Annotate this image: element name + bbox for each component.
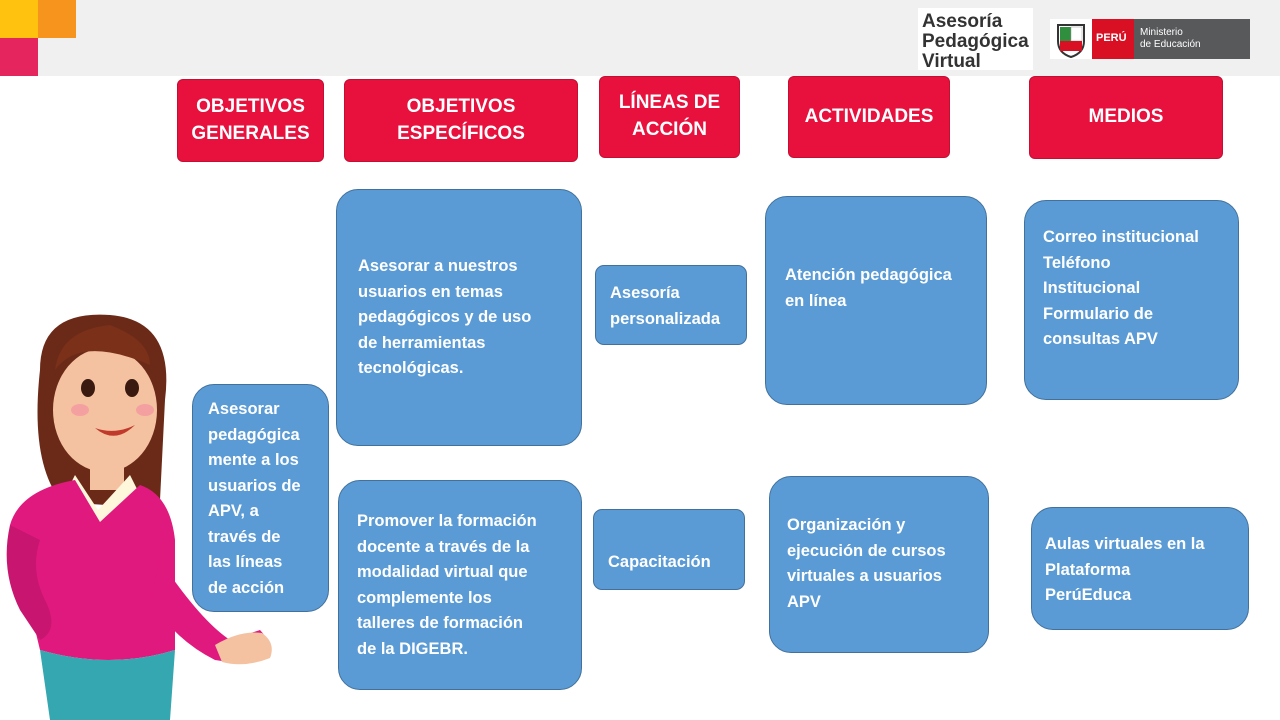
apv-logo-line-3: Virtual bbox=[922, 51, 981, 72]
pink-square bbox=[0, 38, 38, 76]
apv-logo-line-2: Pedagógica bbox=[922, 31, 1029, 52]
header-actividades: ACTIVIDADES bbox=[788, 76, 950, 158]
medio-box-2: Aulas virtuales en la Plataforma PerúEduca bbox=[1031, 507, 1249, 630]
apv-logo-line-1: Asesoría bbox=[922, 11, 1003, 32]
peru-label: PERÚ bbox=[1096, 32, 1127, 44]
linea-accion-2-regular: virtual bbox=[608, 603, 653, 622]
orange-square bbox=[38, 0, 76, 38]
objetivo-especifico-box-1: Asesorar a nuestros usuarios en temas pedagógicos y de uso de herramientas tecnológicas. bbox=[336, 189, 582, 446]
ministerio-logo bbox=[1050, 19, 1250, 59]
educacion-label: de Educación bbox=[1140, 39, 1201, 50]
linea-accion-2-bold: Capacitación bbox=[608, 552, 711, 571]
header-objetivos-generales: OBJETIVOS GENERALES bbox=[177, 79, 324, 162]
apv-logo bbox=[918, 8, 1033, 70]
yellow-square bbox=[0, 0, 38, 38]
actividad-box-2: Organización y ejecución de cursos virtuales a usuarios APV bbox=[769, 476, 989, 653]
header-medios: MEDIOS bbox=[1029, 76, 1223, 159]
header-lineas-de-accion: LÍNEAS DE ACCIÓN bbox=[599, 76, 740, 158]
medio-box-1: Correo institucional Teléfono Institucional Formulario de consultas APV bbox=[1024, 200, 1239, 400]
linea-accion-box-2 bbox=[593, 509, 745, 622]
objetivo-general-box: Asesorar pedagógica mente a los usuarios de APV, a través de las líneas de acción bbox=[192, 384, 329, 612]
linea-accion-box-1: Asesoría personalizada bbox=[595, 265, 747, 345]
header-objetivos-especificos: OBJETIVOS ESPECÍFICOS bbox=[344, 79, 578, 162]
ministerio-label: Ministerio bbox=[1140, 27, 1183, 38]
presenter-illustration bbox=[0, 310, 290, 720]
actividad-box-1: Atención pedagógica en línea bbox=[765, 196, 987, 405]
objetivo-especifico-box-2: Promover la formación docente a través de la modalidad virtual que complemente los talleres de formación de la DIGEBR. bbox=[338, 480, 582, 690]
